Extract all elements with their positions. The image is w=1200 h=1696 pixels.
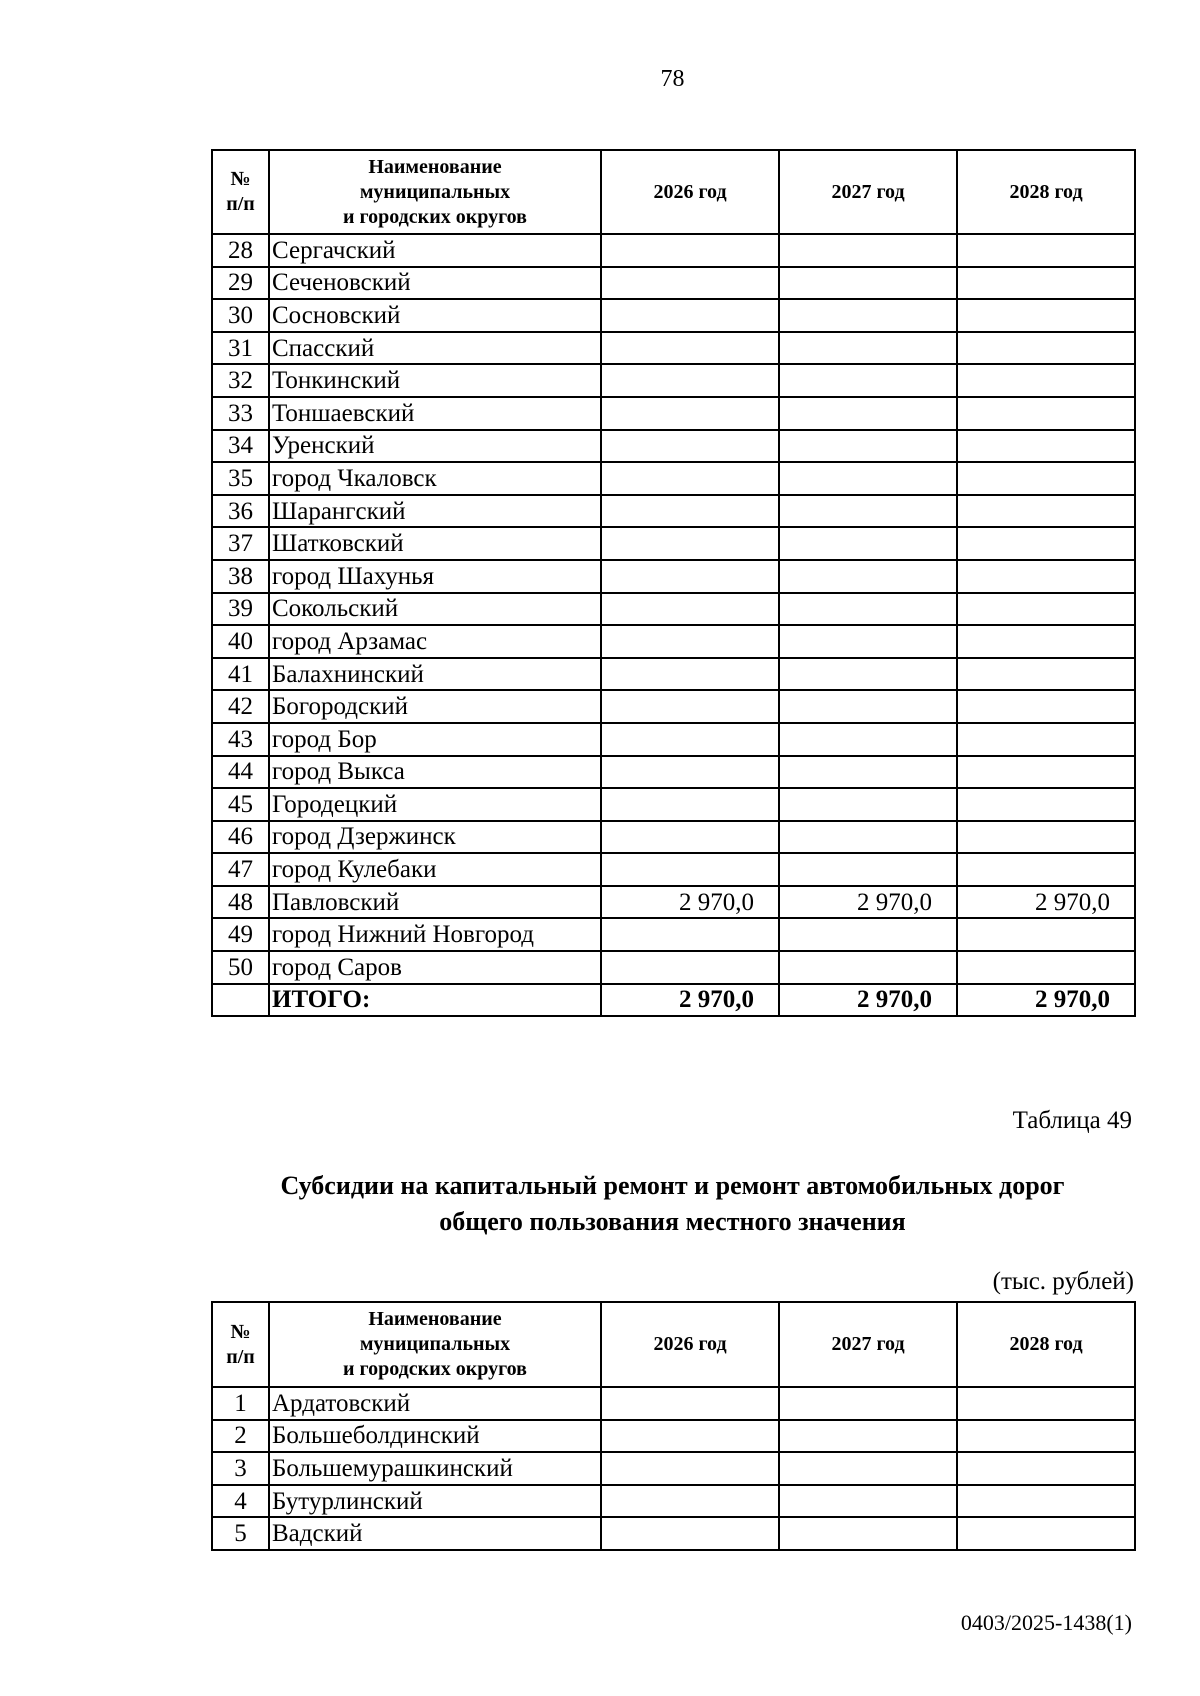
row-value-2026	[601, 332, 779, 365]
table-row	[212, 495, 1135, 528]
table-row	[212, 625, 1135, 658]
row-value-2027	[779, 658, 957, 691]
row-value-2026	[601, 658, 779, 691]
table-row	[212, 560, 1135, 593]
row-number: 32	[212, 364, 269, 397]
row-value-2028	[957, 723, 1135, 756]
row-value-2027	[779, 234, 957, 267]
row-name: город Бор	[269, 723, 601, 756]
row-number: 33	[212, 397, 269, 430]
row-number: 50	[212, 951, 269, 984]
header-name-line: и городских округов	[343, 205, 527, 228]
row-name: Вадский	[269, 1517, 601, 1550]
row-value-2028	[957, 853, 1135, 886]
header-num	[212, 150, 269, 234]
row-name: Богородский	[269, 690, 601, 723]
row-value-2027	[779, 495, 957, 528]
row-name: Большеболдинский	[269, 1420, 601, 1453]
row-name: Ардатовский	[269, 1387, 601, 1420]
row-value-2028	[957, 625, 1135, 658]
row-value-2027	[779, 918, 957, 951]
table-header-row	[212, 150, 1135, 234]
table-budget-continued	[211, 149, 1136, 1017]
table-row	[212, 430, 1135, 463]
table-row	[212, 756, 1135, 789]
row-value-2028	[957, 658, 1135, 691]
row-value-2027	[779, 364, 957, 397]
row-value-2028	[957, 821, 1135, 854]
row-value-2027	[779, 593, 957, 626]
row-value-2028	[957, 593, 1135, 626]
row-value-2026	[601, 1517, 779, 1550]
row-number: 40	[212, 625, 269, 658]
row-value-2028	[957, 332, 1135, 365]
row-number: 41	[212, 658, 269, 691]
row-value-2026	[601, 821, 779, 854]
row-number: 46	[212, 821, 269, 854]
row-value-2026	[601, 299, 779, 332]
row-value-2028	[957, 690, 1135, 723]
row-name: город Кулебаки	[269, 853, 601, 886]
row-value-2027	[779, 1485, 957, 1518]
table-row	[212, 1452, 1135, 1485]
row-value-2026	[601, 462, 779, 495]
row-value-2026	[601, 267, 779, 300]
table-row	[212, 1387, 1135, 1420]
table-row	[212, 853, 1135, 886]
row-value-2027	[779, 690, 957, 723]
row-value-2026	[601, 593, 779, 626]
row-value-2028	[957, 788, 1135, 821]
row-value-2027	[779, 788, 957, 821]
row-value-2028	[957, 495, 1135, 528]
row-value-2026	[601, 495, 779, 528]
row-value-2028	[957, 299, 1135, 332]
row-name: город Нижний Новгород	[269, 918, 601, 951]
row-number: 30	[212, 299, 269, 332]
row-value-2027	[779, 267, 957, 300]
table-row	[212, 1485, 1135, 1518]
row-value-2028	[957, 1485, 1135, 1518]
row-value-2028	[957, 1387, 1135, 1420]
row-number: 1	[212, 1387, 269, 1420]
table-row	[212, 951, 1135, 984]
row-value-2027	[779, 462, 957, 495]
table-row	[212, 723, 1135, 756]
row-value-2026	[601, 1452, 779, 1485]
table-row	[212, 299, 1135, 332]
table-header-row	[212, 1302, 1135, 1387]
row-name: Уренский	[269, 430, 601, 463]
row-value-2027	[779, 332, 957, 365]
row-value-2027	[779, 723, 957, 756]
row-value-2027	[779, 821, 957, 854]
row-value-2026	[601, 364, 779, 397]
table-row	[212, 462, 1135, 495]
table-row	[212, 690, 1135, 723]
table-road-subsidies	[211, 1301, 1136, 1551]
row-name: Павловский	[269, 886, 601, 919]
total-label: ИТОГО:	[269, 984, 601, 1017]
header-2028: 2028 год	[957, 1302, 1135, 1387]
table-row	[212, 267, 1135, 300]
total-row	[212, 984, 1135, 1017]
row-value-2026	[601, 756, 779, 789]
table-row	[212, 788, 1135, 821]
row-value-2027	[779, 1387, 957, 1420]
total-value-2028: 2 970,0	[957, 984, 1135, 1017]
row-number: 43	[212, 723, 269, 756]
row-number: 4	[212, 1485, 269, 1518]
row-value-2028	[957, 1517, 1135, 1550]
row-value-2028	[957, 364, 1135, 397]
header-num	[212, 1302, 269, 1387]
header-2026: 2026 год	[601, 1302, 779, 1387]
row-name: город Чкаловск	[269, 462, 601, 495]
row-name: Тоншаевский	[269, 397, 601, 430]
row-value-2026	[601, 527, 779, 560]
row-value-2028	[957, 234, 1135, 267]
row-value-2026: 2 970,0	[601, 886, 779, 919]
row-value-2027	[779, 1452, 957, 1485]
table-row	[212, 1420, 1135, 1453]
row-value-2027	[779, 951, 957, 984]
row-value-2027	[779, 560, 957, 593]
row-number: 47	[212, 853, 269, 886]
row-value-2026	[601, 788, 779, 821]
row-number: 49	[212, 918, 269, 951]
row-name: город Выкса	[269, 756, 601, 789]
row-name: Балахнинский	[269, 658, 601, 691]
row-number: 35	[212, 462, 269, 495]
row-name: Сосновский	[269, 299, 601, 332]
table-row	[212, 364, 1135, 397]
row-name: город Шахунья	[269, 560, 601, 593]
header-name	[269, 150, 601, 234]
row-number: 38	[212, 560, 269, 593]
row-value-2026	[601, 1387, 779, 1420]
row-number: 29	[212, 267, 269, 300]
row-value-2027	[779, 430, 957, 463]
row-value-2027	[779, 397, 957, 430]
row-value-2027	[779, 1420, 957, 1453]
row-name: Шарангский	[269, 495, 601, 528]
row-name: Шатковский	[269, 527, 601, 560]
row-value-2026	[601, 1485, 779, 1518]
row-value-2027: 2 970,0	[779, 886, 957, 919]
header-num-line: №	[230, 168, 251, 190]
row-number: 3	[212, 1452, 269, 1485]
table-title	[211, 1168, 1134, 1240]
row-number: 42	[212, 690, 269, 723]
row-number: 36	[212, 495, 269, 528]
row-value-2028	[957, 267, 1135, 300]
table-row	[212, 918, 1135, 951]
table-row	[212, 234, 1135, 267]
header-num-line: п/п	[226, 1345, 255, 1368]
header-name-line: Наименование	[368, 1308, 502, 1330]
row-name: Большемурашкинский	[269, 1452, 601, 1485]
row-value-2028	[957, 756, 1135, 789]
row-number: 48	[212, 886, 269, 919]
row-value-2026	[601, 690, 779, 723]
header-name	[269, 1302, 601, 1387]
table-row	[212, 658, 1135, 691]
row-name: город Дзержинск	[269, 821, 601, 854]
row-value-2027	[779, 853, 957, 886]
table-body	[212, 1387, 1135, 1550]
row-value-2027	[779, 625, 957, 658]
row-name: Сергачский	[269, 234, 601, 267]
row-value-2028: 2 970,0	[957, 886, 1135, 919]
header-name-line: муниципальных	[359, 180, 511, 203]
row-value-2028	[957, 430, 1135, 463]
row-value-2028	[957, 462, 1135, 495]
row-value-2026	[601, 560, 779, 593]
header-2027: 2027 год	[779, 1302, 957, 1387]
row-name: Спасский	[269, 332, 601, 365]
row-value-2026	[601, 918, 779, 951]
row-value-2027	[779, 527, 957, 560]
row-name: Бутурлинский	[269, 1485, 601, 1518]
row-value-2028	[957, 527, 1135, 560]
row-number: 34	[212, 430, 269, 463]
row-value-2026	[601, 1420, 779, 1453]
row-number: 45	[212, 788, 269, 821]
row-value-2027	[779, 756, 957, 789]
row-value-2026	[601, 430, 779, 463]
row-value-2027	[779, 299, 957, 332]
row-value-2027	[779, 1517, 957, 1550]
table-title-line: Субсидии на капитальный ремонт и ремонт автомобильных дорог	[280, 1171, 1065, 1200]
row-value-2028	[957, 560, 1135, 593]
row-name: Городецкий	[269, 788, 601, 821]
row-value-2028	[957, 397, 1135, 430]
header-name-line: и городских округов	[343, 1358, 527, 1380]
header-2028: 2028 год	[957, 150, 1135, 234]
table-row	[212, 886, 1135, 919]
row-value-2026	[601, 397, 779, 430]
row-value-2026	[601, 951, 779, 984]
row-value-2026	[601, 625, 779, 658]
row-value-2026	[601, 853, 779, 886]
row-name: Тонкинский	[269, 364, 601, 397]
row-name: Сеченовский	[269, 267, 601, 300]
row-value-2026	[601, 234, 779, 267]
table-row	[212, 1517, 1135, 1550]
row-number: 39	[212, 593, 269, 626]
row-number: 5	[212, 1517, 269, 1550]
row-number: 2	[212, 1420, 269, 1453]
header-2027: 2027 год	[779, 150, 957, 234]
row-value-2026	[601, 723, 779, 756]
row-number: 37	[212, 527, 269, 560]
table-row	[212, 527, 1135, 560]
row-value-2028	[957, 1420, 1135, 1453]
table-row	[212, 593, 1135, 626]
row-value-2028	[957, 1452, 1135, 1485]
row-name: Сокольский	[269, 593, 601, 626]
row-value-2028	[957, 951, 1135, 984]
row-name: город Арзамас	[269, 625, 601, 658]
table-title-line: общего пользования местного значения	[439, 1207, 906, 1236]
table-body	[212, 234, 1135, 1016]
header-name-line: Наименование	[368, 155, 502, 178]
table-label: Таблица 49	[1012, 1107, 1132, 1134]
page-number: 78	[660, 66, 685, 92]
units-label: (тыс. рублей)	[992, 1268, 1134, 1295]
total-value-2026: 2 970,0	[601, 984, 779, 1017]
row-value-2028	[957, 918, 1135, 951]
row-name: город Саров	[269, 951, 601, 984]
header-2026: 2026 год	[601, 150, 779, 234]
row-number: 44	[212, 756, 269, 789]
total-value-2027: 2 970,0	[779, 984, 957, 1017]
row-number: 31	[212, 332, 269, 365]
header-name-line: муниципальных	[359, 1333, 511, 1355]
total-number	[212, 984, 269, 1017]
row-number: 28	[212, 234, 269, 267]
table-row	[212, 332, 1135, 365]
table-row	[212, 821, 1135, 854]
header-num-line: п/п	[226, 193, 255, 215]
document-code: 0403/2025-1438(1)	[960, 1610, 1132, 1635]
header-num-line: №	[230, 1320, 251, 1343]
table-row	[212, 397, 1135, 430]
